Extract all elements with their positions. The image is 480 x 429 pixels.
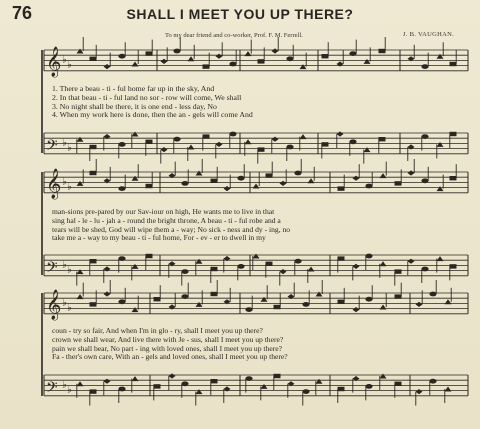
note-head	[353, 307, 360, 312]
note-head	[90, 302, 97, 306]
note-head	[286, 56, 293, 61]
note-head	[261, 297, 268, 302]
note-head	[118, 186, 125, 191]
note-head	[437, 256, 444, 261]
note-head	[450, 62, 457, 66]
note-head	[302, 302, 309, 307]
note-head	[77, 269, 84, 274]
note-head	[349, 51, 356, 56]
note-head	[364, 147, 371, 152]
flat-sign-icon: ♭	[62, 297, 67, 309]
bass-clef-icon: 𝄢	[46, 258, 58, 280]
note-head	[365, 384, 372, 389]
flat-sign-icon: ♭	[62, 259, 67, 271]
flat-sign-icon: ♭	[67, 142, 72, 154]
note-head	[211, 292, 218, 296]
note-head	[280, 181, 287, 186]
note-head	[229, 132, 236, 137]
note-head	[421, 64, 428, 69]
lyric-line: 3. No night shall be there, it is one end - less day, No	[52, 101, 217, 111]
flat-sign-icon: ♭	[67, 181, 72, 193]
note-head	[302, 389, 309, 394]
note-head	[316, 292, 323, 297]
note-head	[196, 171, 203, 176]
note-head	[154, 384, 161, 388]
lyric-line: crown we shall wear, And live there with Je - sus, shall I meet you up there?	[52, 334, 284, 344]
note-head	[161, 59, 168, 64]
lyric-line: pain we shall bear, No part - ing with loved ones, shall I meet you up there?	[52, 343, 282, 353]
note-head	[245, 139, 252, 144]
note-head	[308, 267, 315, 272]
note-head	[237, 264, 244, 269]
note-head	[445, 387, 452, 392]
hymn-title: SHALL I MEET YOU UP THERE?	[126, 6, 354, 22]
note-head	[203, 134, 210, 138]
note-head	[437, 186, 444, 191]
lyric-line: 1. There a beau - ti - ful home far up in the sky, And	[52, 84, 215, 93]
note-head	[90, 171, 97, 175]
note-head	[380, 173, 387, 178]
note-head	[211, 179, 218, 183]
note-head	[421, 267, 428, 272]
note-head	[416, 389, 423, 394]
lyric-line: man-sions pre-pared by our Sav-iour on high, He wants me to live in that	[52, 207, 275, 216]
note-head	[146, 254, 153, 258]
note-head	[245, 307, 252, 312]
note-head	[104, 379, 111, 384]
note-head	[196, 259, 203, 264]
lyric-line: sing hal - le - lu - jah a - round the bright throne, A beau - ti - ful robe and a	[52, 215, 281, 225]
composer-credit: J. B. VAUGHAN.	[402, 31, 454, 38]
note-head	[365, 184, 372, 189]
note-head	[322, 54, 329, 58]
note-head	[118, 387, 125, 392]
note-head	[196, 389, 203, 394]
note-head	[450, 264, 457, 268]
flat-sign-icon: ♭	[62, 54, 67, 66]
note-head	[450, 176, 457, 180]
note-head	[146, 184, 153, 188]
note-head	[237, 176, 244, 181]
note-head	[77, 49, 84, 54]
lyric-line: Fa - ther's own care, With an - gels and loved ones, shall I meet you up there?	[52, 352, 288, 362]
note-head	[437, 54, 444, 59]
note-head	[169, 373, 176, 378]
note-head	[395, 181, 402, 185]
note-head	[118, 299, 125, 304]
note-head	[445, 299, 452, 304]
note-head	[379, 137, 386, 141]
note-head	[353, 264, 360, 269]
note-head	[450, 132, 457, 136]
note-head	[365, 297, 372, 302]
note-head	[338, 186, 345, 190]
note-head	[395, 269, 402, 273]
note-head	[280, 269, 287, 274]
note-head	[90, 259, 97, 263]
note-head	[300, 134, 307, 139]
note-head	[322, 142, 329, 146]
note-head	[216, 54, 223, 59]
flat-sign-icon: ♭	[67, 384, 72, 396]
note-head	[429, 292, 436, 297]
note-head	[274, 374, 281, 378]
note-head	[253, 184, 260, 189]
bass-clef-icon: 𝄢	[46, 378, 58, 400]
note-head	[173, 49, 180, 54]
note-head	[349, 139, 356, 144]
note-head	[286, 145, 293, 150]
note-head	[90, 145, 97, 149]
note-head	[421, 178, 428, 183]
note-head	[316, 379, 323, 384]
note-head	[188, 56, 195, 61]
note-head	[338, 256, 345, 260]
note-head	[408, 170, 415, 175]
dedication: To my dear friend and co-worker, Prof. F. M. Ferrell.	[165, 32, 303, 39]
note-head	[77, 381, 84, 386]
note-head	[380, 305, 387, 310]
flat-sign-icon: ♭	[62, 137, 67, 149]
note-head	[300, 64, 307, 69]
note-head	[258, 147, 265, 151]
note-head	[118, 142, 125, 147]
note-head	[308, 178, 315, 183]
note-head	[365, 254, 372, 259]
lyric-line: 2. In that beau - ti - ful land no sor - row will come, We shall	[52, 92, 242, 102]
note-head	[77, 181, 84, 186]
note-head	[211, 379, 218, 383]
note-head	[224, 186, 231, 191]
note-head	[104, 291, 111, 296]
lyric-line: 4. When my work here is done, then the an - gels will come And	[52, 110, 253, 120]
note-head	[188, 145, 195, 150]
note-head	[146, 140, 153, 144]
note-head	[395, 294, 402, 298]
lyric-line: tears will be shed, God will wipe them a - way; No sick - ness and dy - ing, no	[52, 224, 291, 234]
flat-sign-icon: ♭	[67, 59, 72, 71]
note-head	[379, 49, 386, 53]
note-head	[216, 142, 223, 147]
note-head	[272, 48, 279, 53]
note-head	[132, 264, 139, 269]
page-number: 76	[12, 3, 33, 23]
note-head	[338, 300, 345, 304]
note-head	[118, 54, 125, 59]
note-head	[437, 142, 444, 147]
lyric-line: take me a - way to my beau - ti - ful home, For - ev - er to dwell in my	[52, 233, 266, 243]
treble-clef-icon: 𝄞	[46, 168, 62, 199]
note-head	[353, 176, 360, 181]
note-head	[77, 294, 84, 299]
treble-clef-icon: 𝄞	[46, 46, 62, 77]
note-head	[90, 57, 97, 61]
note-head	[429, 379, 436, 384]
note-head	[132, 62, 139, 67]
bass-clef-icon: 𝄢	[46, 136, 58, 158]
note-head	[258, 59, 265, 63]
note-head	[181, 381, 188, 386]
note-head	[421, 134, 428, 139]
flat-sign-icon: ♭	[62, 176, 67, 188]
note-head	[132, 376, 139, 381]
note-head	[181, 294, 188, 299]
note-head	[132, 176, 139, 181]
flat-sign-icon: ♭	[67, 264, 72, 276]
note-head	[294, 171, 301, 176]
note-head	[203, 64, 210, 68]
note-head	[294, 259, 301, 264]
note-head	[161, 147, 168, 152]
note-head	[245, 376, 252, 381]
lyric-line: coun - try so fair, And when I'm in glo - ry, shall I meet you up there?	[52, 326, 263, 335]
note-head	[181, 181, 188, 186]
note-head	[146, 51, 153, 55]
note-head	[274, 305, 281, 309]
note-head	[173, 137, 180, 142]
note-head	[261, 384, 268, 389]
note-head	[132, 307, 139, 312]
flat-sign-icon: ♭	[67, 302, 72, 314]
note-head	[380, 374, 387, 379]
note-head	[77, 137, 84, 142]
note-head	[229, 62, 236, 67]
note-head	[154, 297, 161, 301]
lyrics-system-2	[52, 208, 462, 243]
note-head	[380, 261, 387, 266]
note-head	[272, 137, 279, 142]
note-head	[90, 389, 97, 393]
note-head	[338, 387, 345, 391]
lyrics-system-3	[52, 327, 462, 362]
note-head	[266, 173, 273, 177]
note-head	[253, 254, 260, 259]
note-head	[181, 269, 188, 274]
note-head	[132, 132, 139, 137]
flat-sign-icon: ♭	[62, 379, 67, 391]
note-head	[245, 51, 252, 56]
note-head	[211, 267, 218, 271]
note-head	[104, 64, 111, 69]
note-head	[118, 256, 125, 261]
note-head	[395, 382, 402, 386]
note-head	[337, 131, 344, 136]
note-head	[416, 302, 423, 307]
treble-clef-icon: 𝄞	[46, 289, 62, 320]
note-head	[408, 259, 415, 264]
note-head	[196, 302, 203, 307]
note-head	[266, 262, 273, 266]
lyrics-system-1	[52, 85, 462, 120]
note-head	[364, 59, 371, 64]
